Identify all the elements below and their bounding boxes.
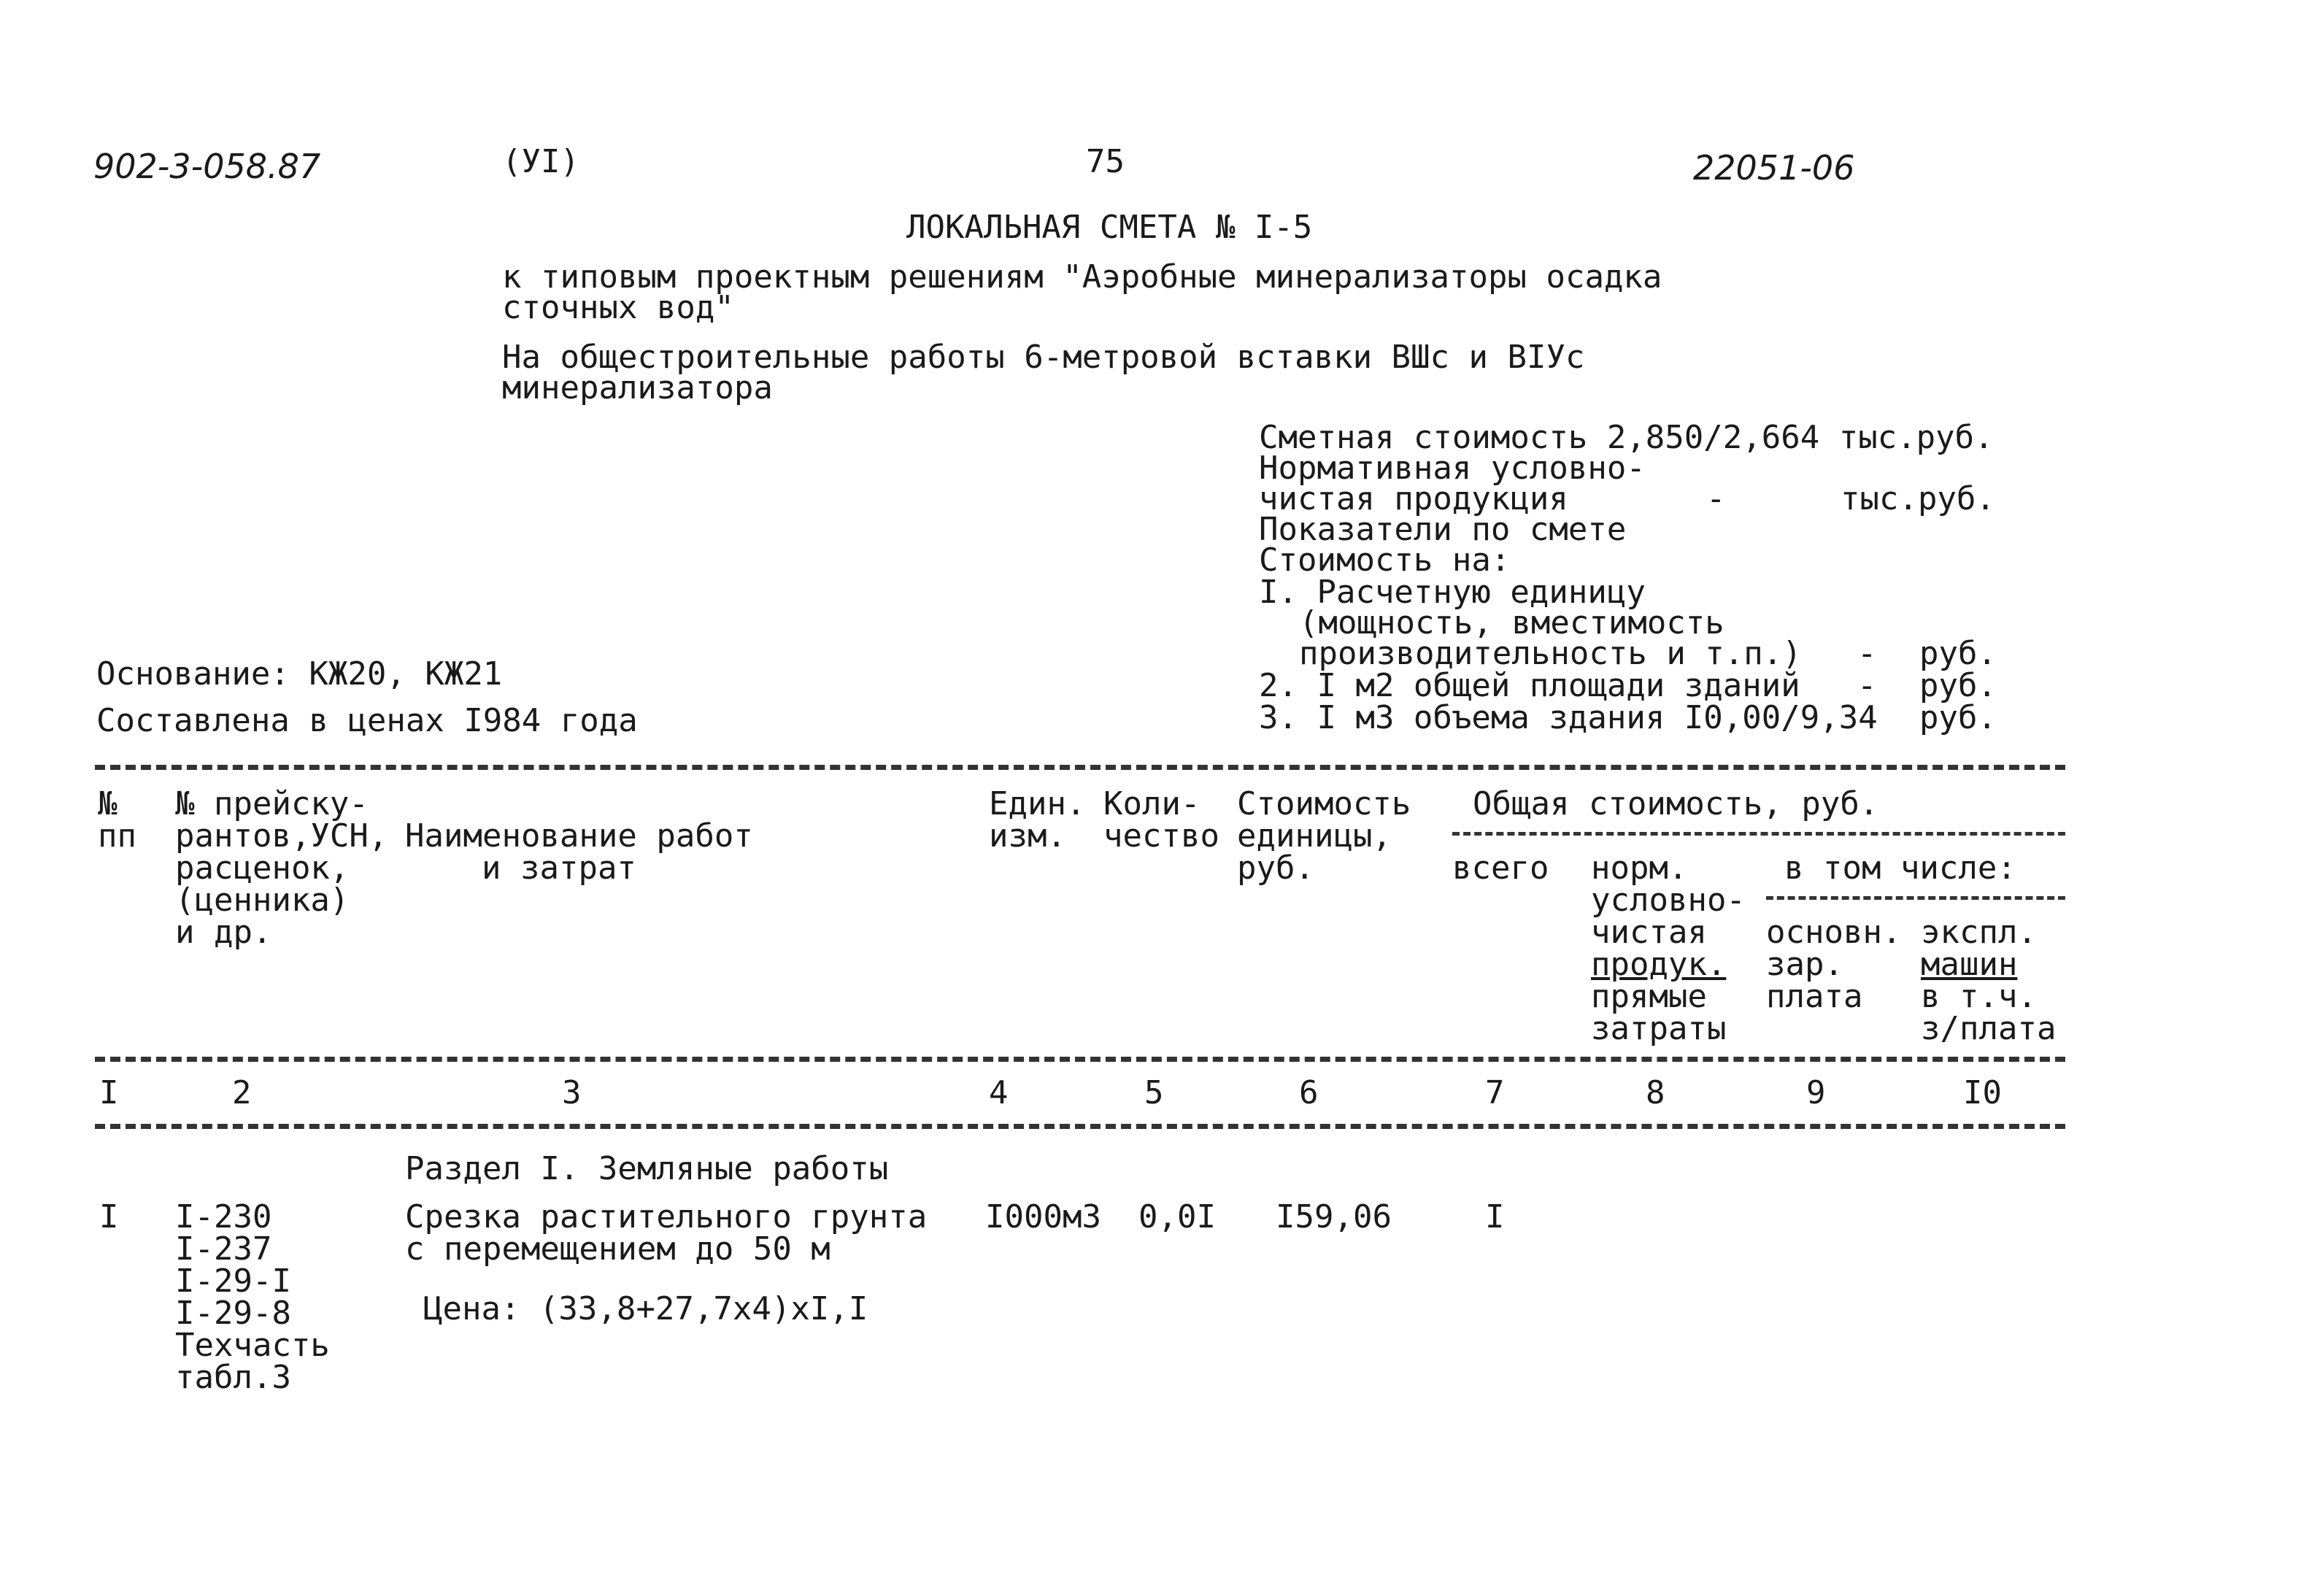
header-norm-4: продук. [1591, 946, 1727, 983]
indicator-2-dash: - [1857, 667, 1877, 704]
header-machines-4: з/плата [1921, 1010, 2057, 1047]
row-name-2: с перемещением до 50 м [405, 1230, 830, 1268]
subtitle-line-2: сточных вод" [502, 289, 734, 326]
header-machines-3: в т.ч. [1921, 978, 2037, 1015]
header-name-1: Наименование работ [405, 817, 753, 855]
normative-unit: тыс.руб. [1841, 480, 1995, 517]
header-norm-3: чистая [1591, 914, 1707, 951]
row-unit: I000м3 [985, 1198, 1101, 1235]
cost-on-label: Стоимость на: [1259, 541, 1511, 579]
header-total-rule [1452, 832, 2065, 836]
header-code-5: и др. [175, 914, 272, 951]
col-number-7: 7 [1485, 1074, 1505, 1111]
col-number-2: 2 [232, 1074, 252, 1111]
section-title: Раздел I. Земляные работы [405, 1150, 889, 1187]
row-code-6: табл.3 [175, 1359, 291, 1396]
row-total: I [1485, 1198, 1505, 1235]
document-number: 902-3-058.87 [93, 147, 321, 186]
page-number: 75 [1086, 143, 1125, 180]
header-all: всего [1452, 849, 1549, 887]
work-line-1: На общестроительные работы 6-метровой вставки ВШс и ВIУс [502, 339, 1585, 376]
row-code-2: I-237 [175, 1230, 272, 1268]
header-including: в том числе: [1784, 849, 2016, 887]
header-num-2: пп [98, 817, 136, 855]
col-number-8: 8 [1646, 1074, 1665, 1111]
indicator-3: 3. I м3 объема здания I0,00/9,34 [1259, 699, 1878, 736]
header-total-cost: Общая стоимость, руб. [1473, 785, 1879, 822]
header-including-rule [1766, 896, 2065, 900]
header-wage-1: основн. [1766, 914, 1902, 951]
column-numbers-bottom-rule [95, 1124, 2065, 1129]
work-line-2: минерализатора [502, 369, 773, 406]
normative-line-1: Нормативная условно- [1259, 450, 1646, 487]
document-code: 22051-06 [1693, 148, 1855, 188]
col-number-5: 5 [1144, 1074, 1164, 1111]
header-wage-3: плата [1766, 978, 1863, 1015]
normative-dash: - [1706, 480, 1726, 517]
header-qty-1: Коли- [1103, 785, 1200, 822]
indicator-1-line-2: (мощность, вместимость [1299, 604, 1724, 641]
header-unit-1: Един. [989, 785, 1086, 822]
prices-line: Составлена в ценах I984 года [96, 702, 638, 739]
col-number-3: 3 [562, 1074, 582, 1111]
header-unit-cost-1: Стоимость [1237, 785, 1411, 822]
row-code-1: I-230 [175, 1198, 272, 1235]
row-code-5: Техчасть [175, 1327, 330, 1364]
volume-label: (УI) [502, 143, 579, 180]
header-norm-2: условно- [1591, 882, 1746, 919]
header-qty-2: чество [1103, 817, 1219, 855]
indicator-2-unit: руб. [1919, 667, 1997, 704]
header-code-2: рантов,УСН, [175, 817, 388, 855]
header-machines-2: машин [1921, 946, 2018, 983]
indicators-label: Показатели по смете [1259, 511, 1627, 548]
row-quantity: 0,0I [1138, 1198, 1216, 1235]
col-number-9: 9 [1806, 1074, 1826, 1111]
header-code-3: расценок, [175, 849, 350, 887]
row-code-4: I-29-8 [175, 1295, 291, 1332]
header-code-1: № прейску- [175, 785, 369, 822]
col-number-4: 4 [989, 1074, 1009, 1111]
header-num-1: № [98, 785, 117, 822]
header-code-4: (ценника) [175, 882, 350, 919]
estimated-cost: Сметная стоимость 2,850/2,664 тыс.руб. [1259, 419, 1994, 456]
header-name-2: и затрат [482, 849, 636, 887]
table-top-rule [95, 765, 2065, 770]
col-number-1: I [99, 1074, 119, 1111]
header-unit-2: изм. [989, 817, 1066, 855]
indicator-2: 2. I м2 общей площади зданий [1259, 667, 1800, 704]
indicator-1-line-3: производительность и т.п.) [1299, 635, 1802, 672]
document-title: ЛОКАЛЬНАЯ СМЕТА № I-5 [906, 209, 1313, 246]
normative-line-2: чистая продукция [1259, 480, 1568, 517]
row-number: I [99, 1198, 119, 1235]
indicator-1-line-1: I. Расчетную единицу [1259, 574, 1646, 611]
header-unit-cost-3: руб. [1237, 849, 1314, 887]
col-number-10: I0 [1963, 1074, 2002, 1111]
subtitle-line-1: к типовым проектным решениям "Аэробные минерализаторы осадка [502, 258, 1662, 296]
column-numbers-top-rule [95, 1057, 2065, 1062]
header-unit-cost-2: единицы, [1237, 817, 1392, 855]
header-norm-5: прямые [1591, 978, 1707, 1015]
row-price-formula: Цена: (33,8+27,7х4)хI,I [423, 1290, 868, 1327]
basis-line: Основание: КЖ20, КЖ21 [96, 655, 503, 693]
row-name-1: Срезка растительного грунта [405, 1198, 928, 1235]
indicator-1-unit: руб. [1919, 635, 1997, 672]
header-wage-2: зар. [1766, 946, 1843, 983]
indicator-1-dash: - [1857, 635, 1877, 672]
col-number-6: 6 [1299, 1074, 1319, 1111]
header-machines-1: экспл. [1921, 914, 2037, 951]
header-norm-1: норм. [1591, 849, 1688, 887]
row-unit-cost: I59,06 [1276, 1198, 1392, 1235]
indicator-3-unit: руб. [1919, 699, 1997, 736]
row-code-3: I-29-I [175, 1262, 291, 1300]
header-norm-6: затраты [1591, 1010, 1727, 1047]
